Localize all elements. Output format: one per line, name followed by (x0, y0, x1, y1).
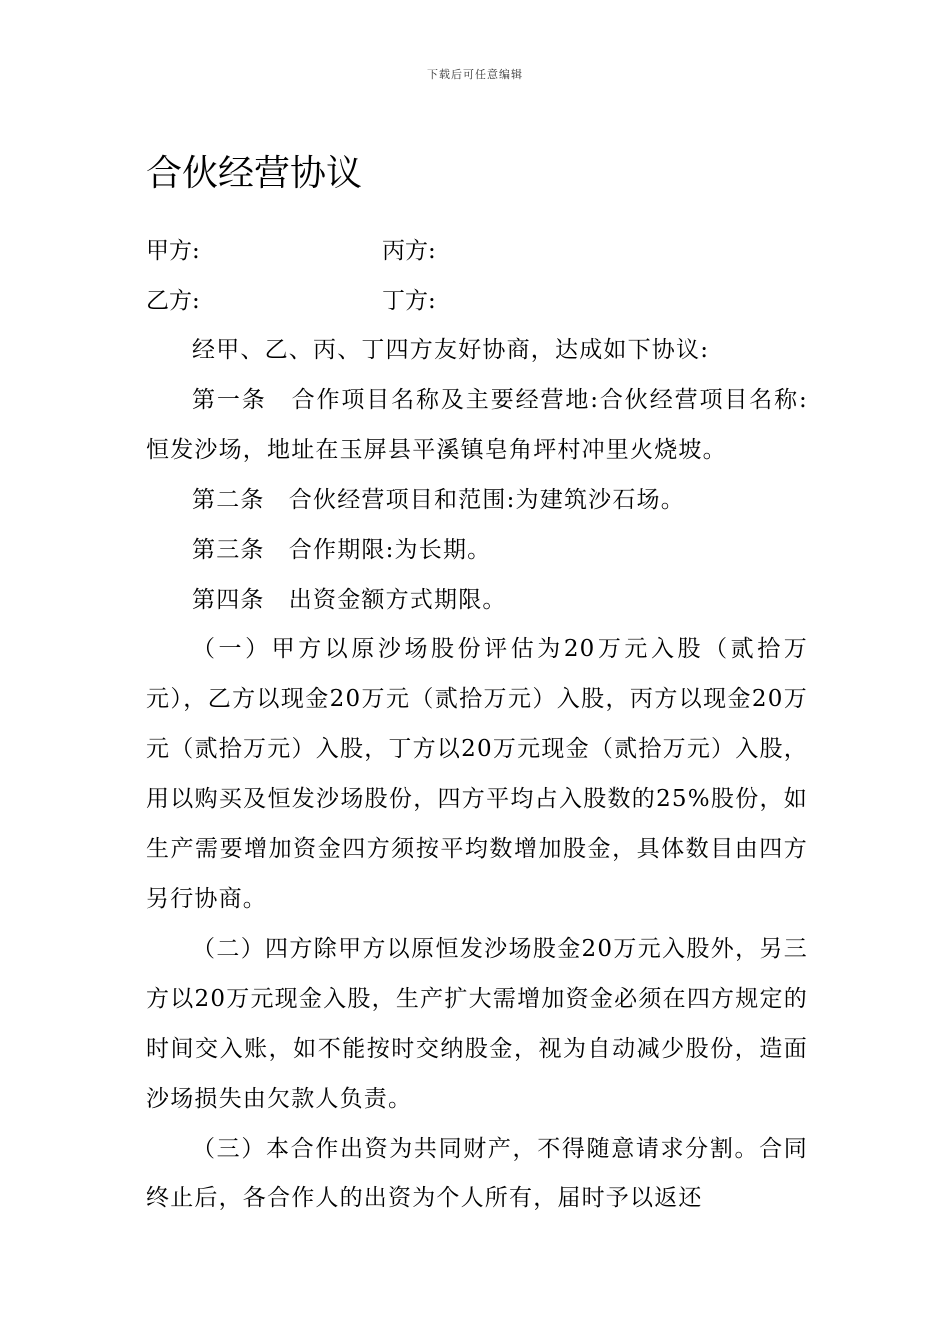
clause-1-paragraph: （一）甲方以原沙场股份评估为20万元入股（贰拾万元），乙方以现金20万元（贰拾万元）入股，丙方以现金20万元（贰拾万元）入股，丁方以20万元现金（贰拾万元）入股，用以购买及恒发沙场股份，四方平均占入股数的25%股份，如生产需要增加资金四方须按平均数增加股金，具体数目由四方另行协商。 (146, 636, 808, 912)
article-3-paragraph: 第三条 合作期限:为长期。 (192, 536, 492, 563)
article-1-paragraph: 第一条 合作项目名称及主要经营地:合伙经营项目名称:恒发沙场，地址在玉屏县平溪镇皂角坪村冲里火烧坡。 (146, 386, 808, 463)
article-2-paragraph: 第二条 合伙经营项目和范围:为建筑沙石场。 (192, 486, 685, 513)
clause-2-paragraph: （二）四方除甲方以原恒发沙场股金20万元入股外，另三方以20万元现金入股，生产扩大需增加资金必须在四方规定的时间交入账，如不能按时交纳股金，视为自动减少股份，造面沙场损失由欠款人负责。 (146, 935, 808, 1112)
article-4-paragraph: 第四条 出资金额方式期限。 (192, 586, 507, 613)
clause-3-paragraph: （三）本合作出资为共同财产，不得随意请求分割。合同终止后，各合作人的出资为个人所有，届时予以返还 (146, 1135, 808, 1212)
party-row-2 (146, 276, 806, 326)
party-d-label: 丁方: (382, 288, 436, 314)
intro-paragraph: 经甲、乙、丙、丁四方友好协商，达成如下协议: (192, 337, 710, 363)
document-title: 合伙经营协议 (146, 153, 363, 194)
header-note: 下载后可任意编辑 (427, 68, 523, 81)
party-a-label: 甲方: (146, 238, 200, 264)
agreement-body (146, 326, 808, 1224)
parties-block (146, 226, 806, 326)
party-c-label: 丙方: (382, 238, 436, 264)
party-row-1 (146, 226, 806, 276)
party-b-label: 乙方: (146, 288, 200, 314)
